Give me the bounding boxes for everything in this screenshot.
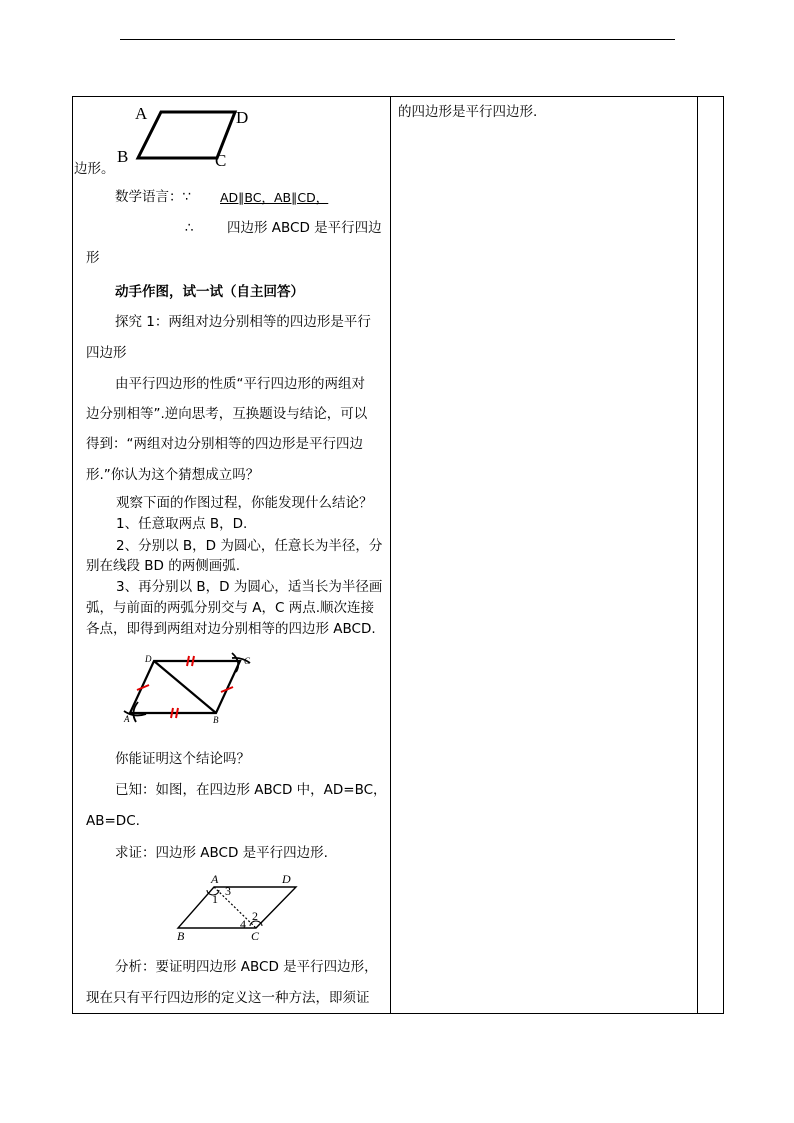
fig1-label-b: B (117, 147, 129, 166)
fig2-label-a: A (124, 714, 130, 724)
right-column-text: 的四边形是平行四边形. (398, 104, 538, 120)
fig3-label-a: A (211, 872, 219, 886)
step-3-line3: 各点，即得到两组对边分别相等的四边形 ABCD. (86, 621, 376, 637)
analysis-line1: 分析：要证明四边形 ABCD 是平行四边形， (115, 959, 378, 975)
fig2-label-d: D (145, 654, 152, 664)
math-language-condition: AD∥BC，AB∥CD， (220, 190, 329, 205)
math-language-label: 数学语言：∵ (115, 189, 192, 205)
table-left-border (72, 96, 73, 1014)
fig1-label-d: D (236, 108, 249, 127)
para1-line2: 边分别相等”.逆向思考，互换题设与结论，可以 (86, 406, 368, 422)
column-divider (390, 96, 391, 1014)
fig1-label-c: C (215, 151, 227, 170)
prove-statement: 求证：四边形 ABCD 是平行四边形. (115, 845, 328, 861)
header-rule (120, 39, 675, 40)
step-2-line1: 2、分别以 B，D 为圆心，任意长为半径，分 (116, 538, 383, 554)
diagonal-bd (154, 661, 216, 713)
step-intro: 观察下面的作图过程，你能发现什么结论？ (116, 495, 373, 511)
section-heading: 动手作图，试一试（自主回答） (115, 284, 304, 300)
table-bottom-border (72, 1013, 724, 1014)
construction-figure (120, 650, 260, 725)
step-1: 1、任意取两点 B，D. (116, 516, 248, 532)
fig3-angle-4: 4 (240, 917, 246, 931)
step-3-line1: 3、再分别以 B，D 为圆心，适当长为半径画 (116, 579, 383, 595)
fig3-label-d: D (282, 872, 291, 886)
fig3-label-c: C (251, 929, 260, 943)
step-3-line2: 弧，与前面的两弧分别交与 A，C 两点.顺次连接 (86, 600, 375, 616)
diagonal-ac (214, 887, 256, 928)
proof-parallelogram (178, 887, 296, 928)
explore1-line2: 四边形 (86, 345, 127, 361)
column-divider-right (697, 96, 698, 1014)
given-line1: 已知：如图，在四边形 ABCD 中，AD=BC， (115, 782, 387, 798)
fig1-label-a: A (135, 104, 148, 123)
fig2-label-c: C (244, 656, 251, 666)
therefore-text: 四边形 ABCD 是平行四边 (227, 220, 382, 236)
prove-question: 你能证明这个结论吗？ (115, 751, 250, 767)
analysis-line2: 现在只有平行四边形的定义这一种方法，即须证 (86, 990, 370, 1006)
step-2-line2: 别在线段 BD 的两侧画弧. (86, 558, 241, 574)
para1-line4: 形.”你认为这个猜想成立吗？ (86, 467, 260, 483)
therefore-symbol: ∴ (185, 220, 194, 236)
table-right-border (723, 96, 724, 1014)
explore1-line1: 探究 1：两组对边分别相等的四边形是平行 (115, 314, 371, 330)
tick-dc-2 (192, 656, 194, 666)
tick-ab-1 (171, 708, 173, 718)
fig1-caption-fragment: 边形。 (74, 161, 115, 177)
tick-dc-1 (187, 656, 189, 666)
fig3-angle-3: 3 (225, 884, 231, 898)
table-top-border (72, 96, 724, 97)
fig3-label-b: B (177, 929, 185, 943)
para1-line1: 由平行四边形的性质“平行四边形的两组对 (115, 376, 365, 392)
tick-ab-2 (176, 708, 178, 718)
given-line2: AB=DC. (86, 813, 140, 829)
para1-line3: 得到：“两组对边分别相等的四边形是平行四边 (86, 436, 363, 452)
proof-figure (170, 870, 330, 942)
therefore-text-cont: 形 (86, 250, 100, 266)
fig3-angle-1: 1 (212, 892, 218, 906)
fig3-angle-2: 2 (252, 909, 258, 923)
fig2-label-b: B (213, 715, 219, 725)
